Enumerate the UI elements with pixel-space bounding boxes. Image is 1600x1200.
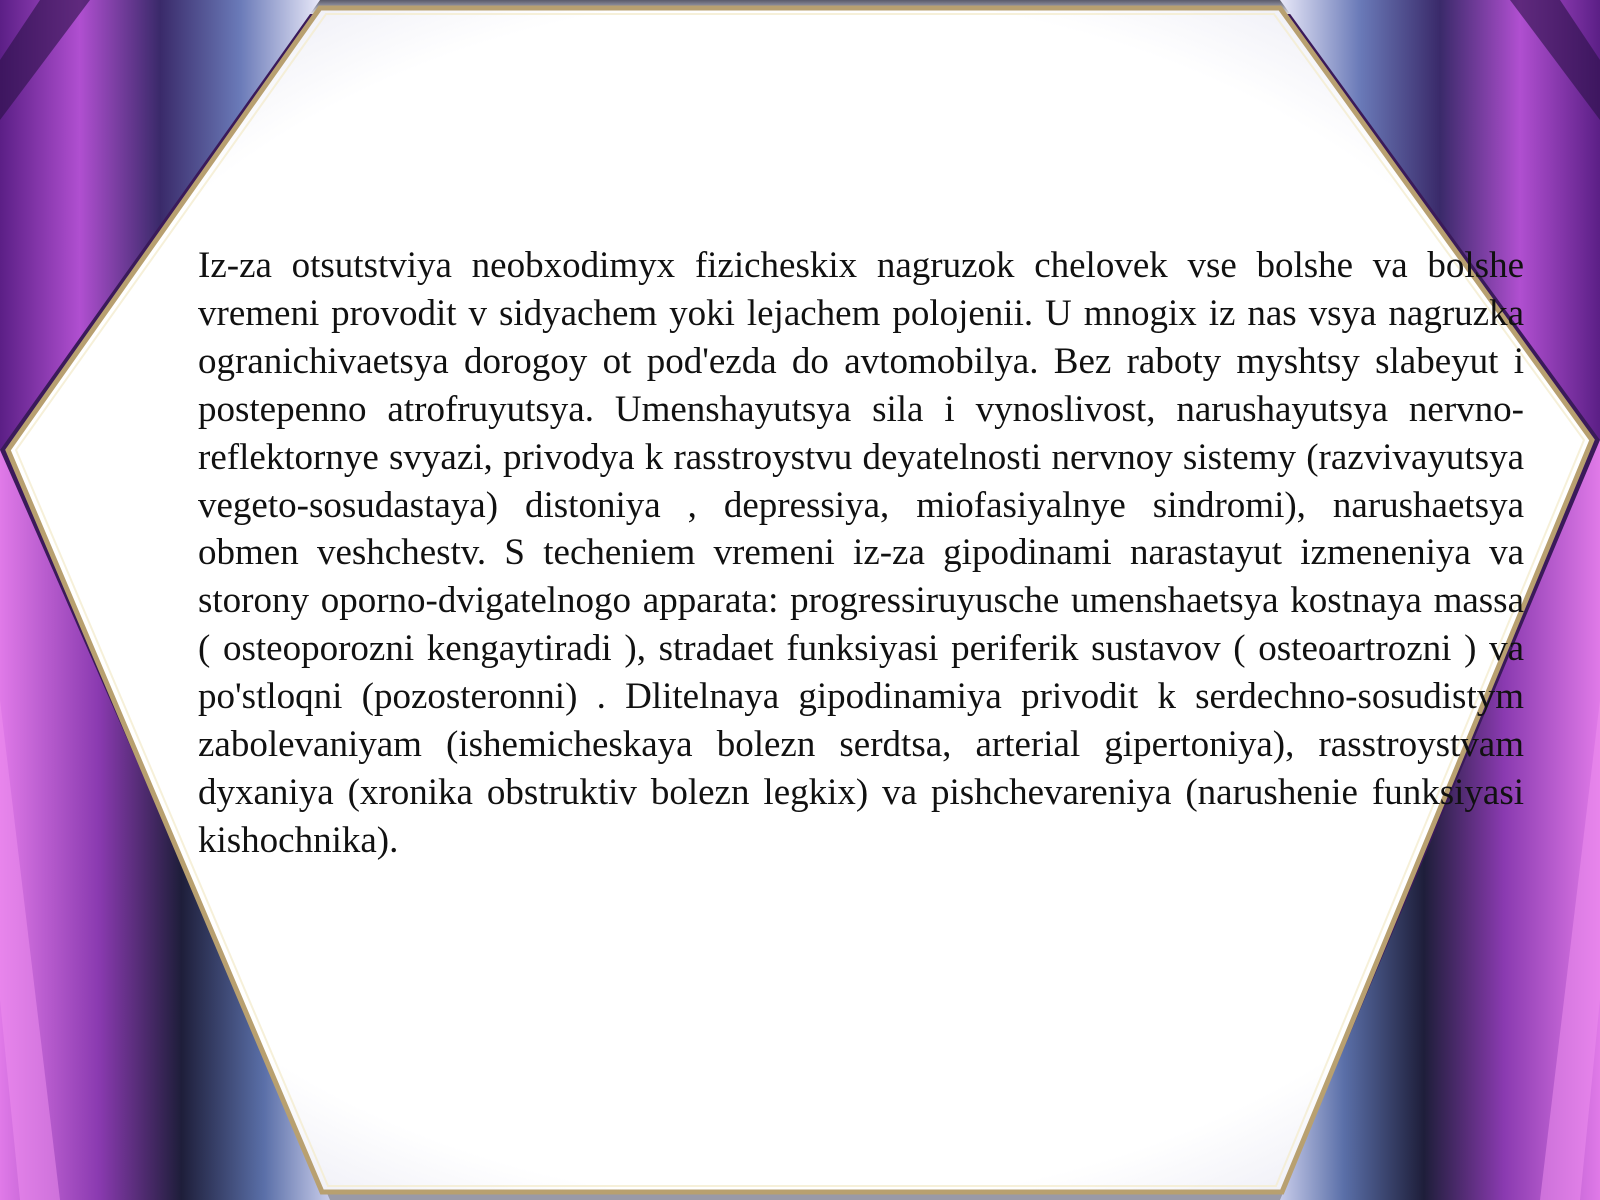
body-text: Iz-za otsutstviya neobxodimyx fizicheskix nagruzok chelovek vse bolshe va bolshe vremeni provodit v sidyachem yoki lejachem polojenii. U mnogix iz nas vsya nagruzka ogranichivaetsya dorogoy ot pod'ezda do avtomobilya. Bez raboty myshtsy slabeyut i postepenno atrofruyutsya. Umenshayutsya sila i vynoslivost, narushayutsya nervno-reflektornye svyazi, privodya k rasstroystvu deyatelnosti nervnoy sistemy (razvivayutsya vegeto-sosudastaya) distoniya , depressiya, miofasiyalnye sindromi), narushaetsya obmen veshchestv. S techeniem vremeni iz-za gipodinami narastayut izmeneniya va storony oporno-dvigatelnogo apparata: progressiruyusche umenshaetsya kostnaya massa ( osteoporozni kengaytiradi ), stradaet funksiyasi periferik sustavov ( osteoartrozni ) va po'stloqni (pozosteronni) . Dlitelnaya gipodinamiya privodit k serdechno-sosudistym zabolevaniyam (ishemicheskaya bolezn serdtsa, arterial gipertoniya), rasstroystvam dyxaniya (xronika obstruktiv bolezn legkix) va pishchevareniya (narushenie funksiyasi kishochnika). bbox=[198, 245, 1524, 861]
